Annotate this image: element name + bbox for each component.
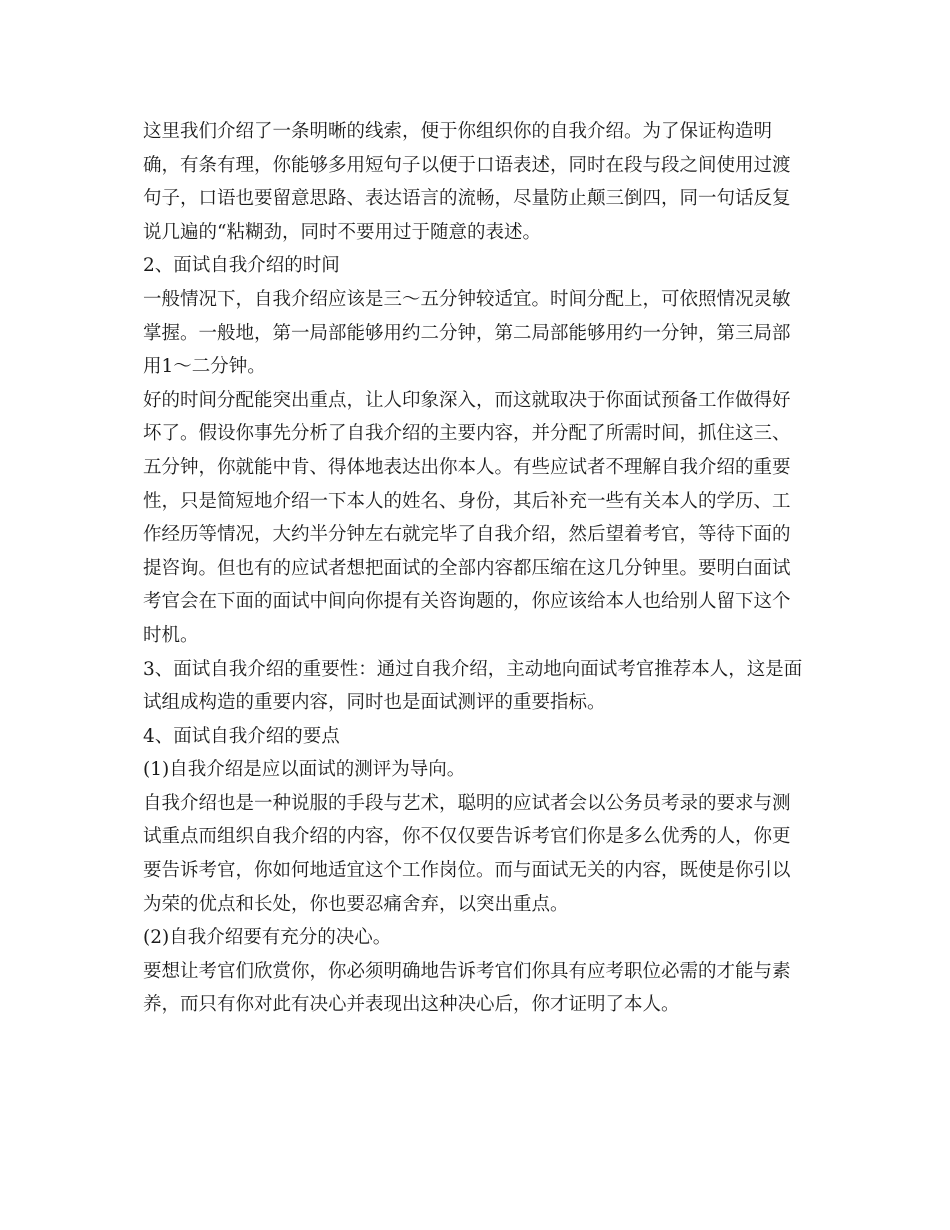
text-line: 句子，口语也要留意思路、表达语言的流畅，尽量防止颠三倒四，同一句话反复: [143, 188, 791, 210]
text-line: 自我介绍也是一种说服的手段与艺术，聪明的应试者会以公务员考录的要求与测: [143, 792, 791, 814]
text-line: 提咨询。但也有的应试者想把面试的全部内容都压缩在这几分钟里。要明白面试: [143, 557, 791, 579]
subsection-heading: (2)自我介绍要有充分的决心。: [143, 927, 392, 949]
text-line: 试组成构造的重要内容，同时也是面试测评的重要指标。: [143, 692, 606, 714]
text-line: 用1～二分钟。: [143, 356, 266, 378]
section-heading: 4、面试自我介绍的要点: [143, 725, 340, 747]
text-line: 坏了。假设你事先分析了自我介绍的主要内容，并分配了所需时间，抓住这三、: [143, 423, 791, 445]
text-line: 要告诉考官，你如何地适宜这个工作岗位。而与面试无关的内容，既使是你引以: [143, 860, 791, 882]
text-line: 五分钟，你就能中肯、得体地表达出你本人。有些应试者不理解自我介绍的重要: [143, 456, 791, 478]
document-body: [143, 115, 813, 1022]
text-line: 考官会在下面的面试中间向你提有关咨询题的，你应该给本人也给别人留下这个: [143, 591, 791, 613]
text-line: 作经历等情况，大约半分钟左右就完毕了自我介绍，然后望着考官，等待下面的: [143, 524, 791, 546]
text-line: 一般情况下，自我介绍应该是三～五分钟较适宜。时间分配上，可依照情况灵敏: [143, 288, 791, 310]
text-line: 试重点而组织自我介绍的内容，你不仅仅要告诉考官们你是多么优秀的人，你更: [143, 826, 791, 848]
text-line: 确，有条有理，你能够多用短句子以便于口语表述，同时在段与段之间使用过渡: [143, 154, 791, 176]
section-heading: 2、面试自我介绍的时间: [143, 255, 340, 277]
section-heading: 3、面试自我介绍的重要性：通过自我介绍，主动地向面试考官推荐本人，这是面: [143, 658, 803, 680]
text-line: 掌握。一般地，第一局部能够用约二分钟，第二局部能够用约一分钟，第三局部: [143, 322, 791, 344]
text-line: 性，只是简短地介绍一下本人的姓名、身份，其后补充一些有关本人的学历、工: [143, 490, 791, 512]
text-line: 这里我们介绍了一条明晰的线索，便于你组织你的自我介绍。为了保证构造明: [143, 121, 773, 142]
text-line: 为荣的优点和长处，你也要忍痛舍弃，以突出重点。: [143, 893, 569, 915]
text-line: 要想让考官们欣赏你，你必须明确地告诉考官们你具有应考职位必需的才能与素: [143, 960, 791, 982]
text-line: 好的时间分配能突出重点，让人印象深入，而这就取决于你面试预备工作做得好: [143, 389, 791, 411]
text-line: 养，而只有你对此有决心并表现出这种决心后，你才证明了本人。: [143, 994, 680, 1016]
text-line: 说几遍的“粘糊劲，同时不要用过于随意的表述。: [143, 221, 541, 243]
text-line: 时机。: [143, 624, 199, 646]
subsection-heading: (1)自我介绍是应以面试的测评为导向。: [143, 759, 466, 781]
